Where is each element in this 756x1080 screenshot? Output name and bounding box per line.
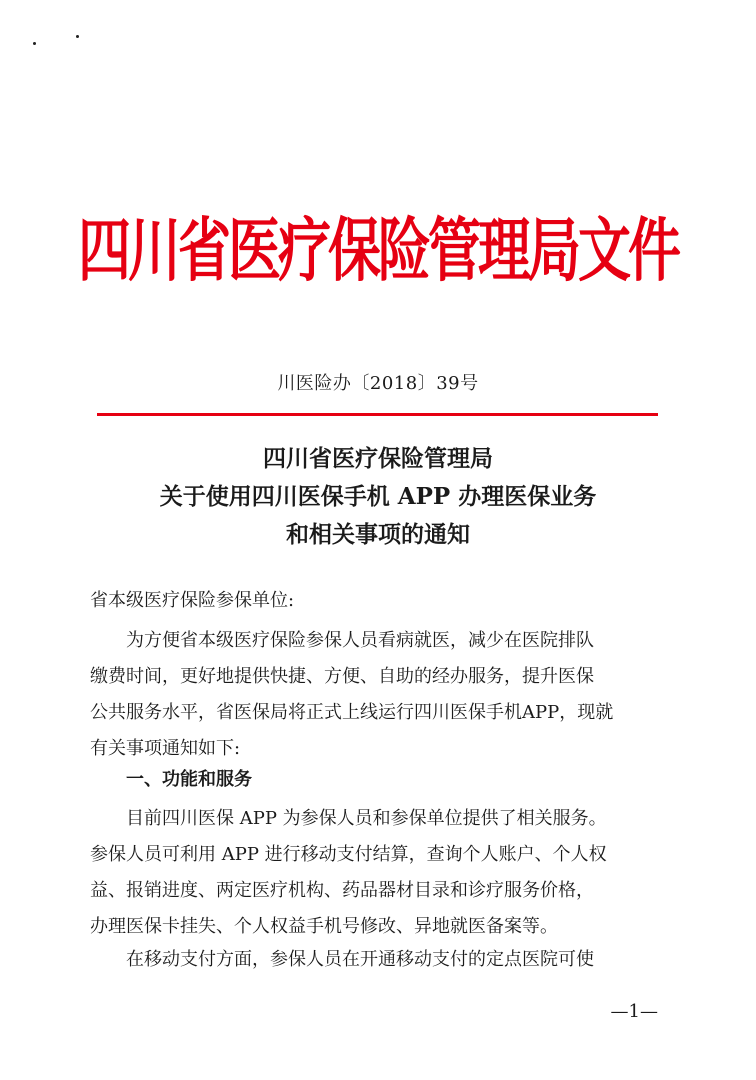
paragraph-2 [90,801,670,945]
paragraph-line: 参保人员可利用 APP 进行移动支付结算，查询个人账户、个人权 [90,844,607,865]
paragraph-line: 益、报销进度、两定医疗机构、药品器材目录和诊疗服务价格， [90,880,594,901]
paragraph-line: 目前四川医保 APP 为参保人员和参保单位提供了相关服务。 [126,808,607,829]
paragraph-line: 有关事项通知如下: [90,738,241,759]
scan-speck [76,35,79,38]
scan-speck [33,42,36,45]
paragraph-line: 办理医保卡挂失、个人权益手机号修改、异地就医备案等。 [90,916,558,937]
paragraph-1 [90,623,670,767]
page-number: —1— [610,1001,658,1022]
title-line: 关于使用四川医保手机 APP 办理医保业务 [159,483,597,510]
paragraph-line: 公共服务水平，省医保局将正式上线运行四川医保手机APP，现就 [90,702,614,723]
paragraph-line: 为方便省本级医疗保险参保人员看病就医，减少在医院排队 [126,630,594,651]
notice-title [0,440,756,554]
title-line: 和相关事项的通知 [286,521,470,548]
masthead-title: 四川省医疗保险管理局文件 [78,211,678,291]
paragraph-line: 缴费时间，更好地提供快捷、方便、自助的经办服务，提升医保 [90,666,594,687]
document-number: 川医险办〔2018〕39号 [277,373,479,394]
section-heading-1: 一、功能和服务 [126,769,252,790]
title-line: 四川省医疗保险管理局 [263,445,493,472]
salutation: 省本级医疗保险参保单位: [90,590,295,611]
paragraph-line: 在移动支付方面，参保人员在开通移动支付的定点医院可使 [126,949,594,970]
paragraph-3 [90,942,670,978]
red-divider-rule [97,413,658,416]
